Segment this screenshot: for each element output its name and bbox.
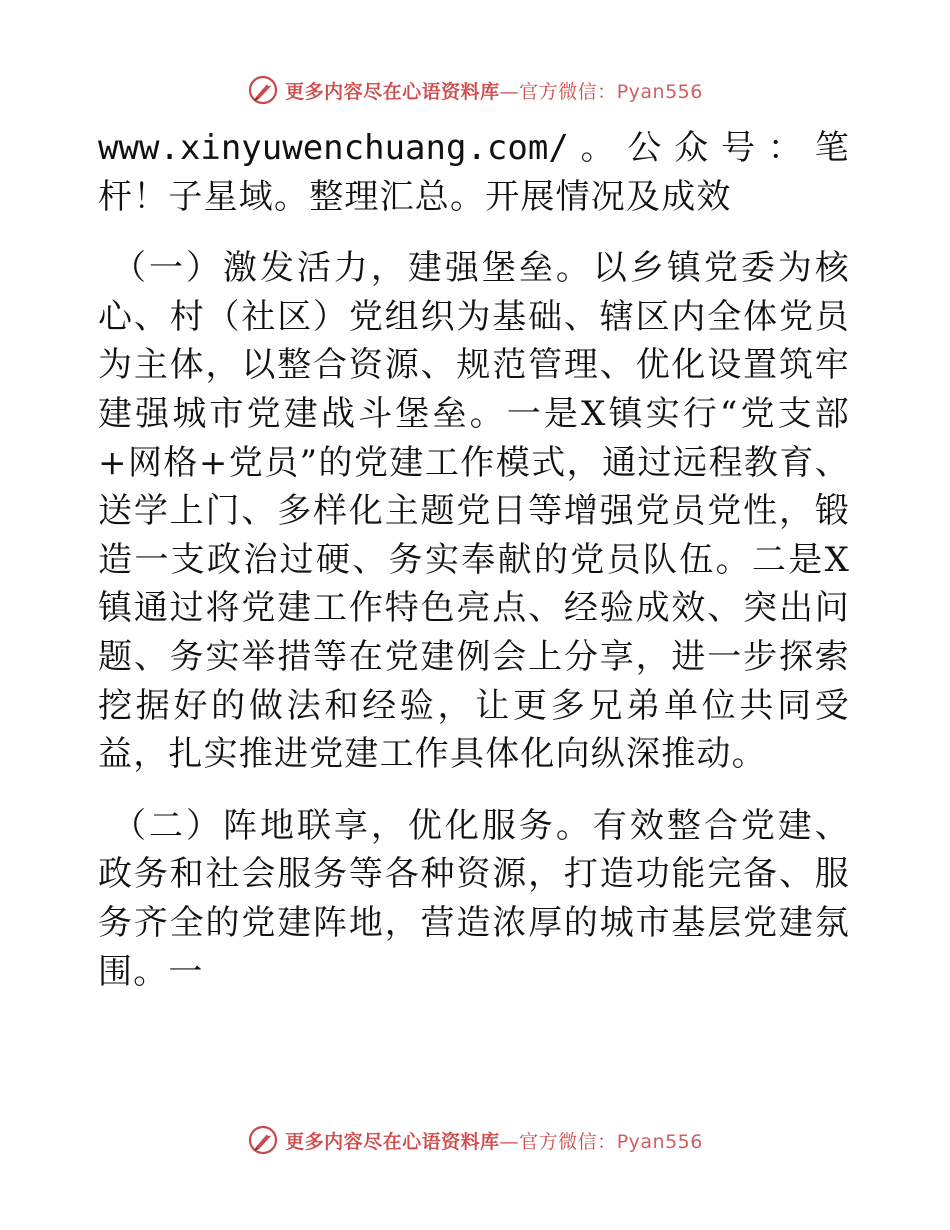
quill-logo-icon — [247, 1124, 279, 1156]
header-banner — [0, 70, 950, 110]
banner-wechat-label: 官方微信： — [519, 80, 617, 103]
footer-banner — [0, 1120, 950, 1160]
intro-text: 。公众号：笔杆！子星域。整理汇总。开展情况及成效 — [98, 128, 850, 217]
footer-banner-text — [285, 1127, 703, 1154]
banner-separator: — — [499, 1130, 520, 1153]
banner-main-text: 更多内容尽在心语资料库 — [285, 80, 500, 103]
banner-wechat-id: Pyan556 — [616, 1130, 703, 1153]
document-body — [98, 124, 850, 996]
quill-logo-icon — [247, 74, 279, 106]
header-banner-text — [285, 77, 703, 104]
intro-paragraph — [98, 124, 850, 221]
banner-separator: — — [499, 80, 520, 103]
website-url: www.xinyuwenchuang.com/ — [98, 128, 569, 168]
banner-wechat-id: Pyan556 — [616, 80, 703, 103]
banner-wechat-label: 官方微信： — [519, 1130, 617, 1153]
section-2-paragraph: （二）阵地联享，优化服务。有效整合党建、政务和社会服务等各种资源，打造功能完备、服务齐全的党建阵地，营造浓厚的城市基层党建氛围。一 — [98, 805, 850, 992]
banner-main-text: 更多内容尽在心语资料库 — [285, 1130, 500, 1153]
section-1-paragraph: （一）激发活力，建强堡垒。以乡镇党委为核心、村（社区）党组织为基础、辖区内全体党员为主体，以整合资源、规范管理、优化设置筑牢建强城市党建战斗堡垒。一是X镇实行“党支部+网格+党员”的党建工作模式，通过远程教育、送学上门、多样化主题党日等增强党员党性，锻造一支政治过硬、务实奉献的党员队伍。二是X镇通过将党建工作特色亮点、经验成效、突出问题、务实举措等在党建例会上分享，进一步探索挖据好的做法和经验，让更多兄弟单位共同受益，扎实推进党建工作具体化向纵深推动。 — [98, 248, 850, 775]
